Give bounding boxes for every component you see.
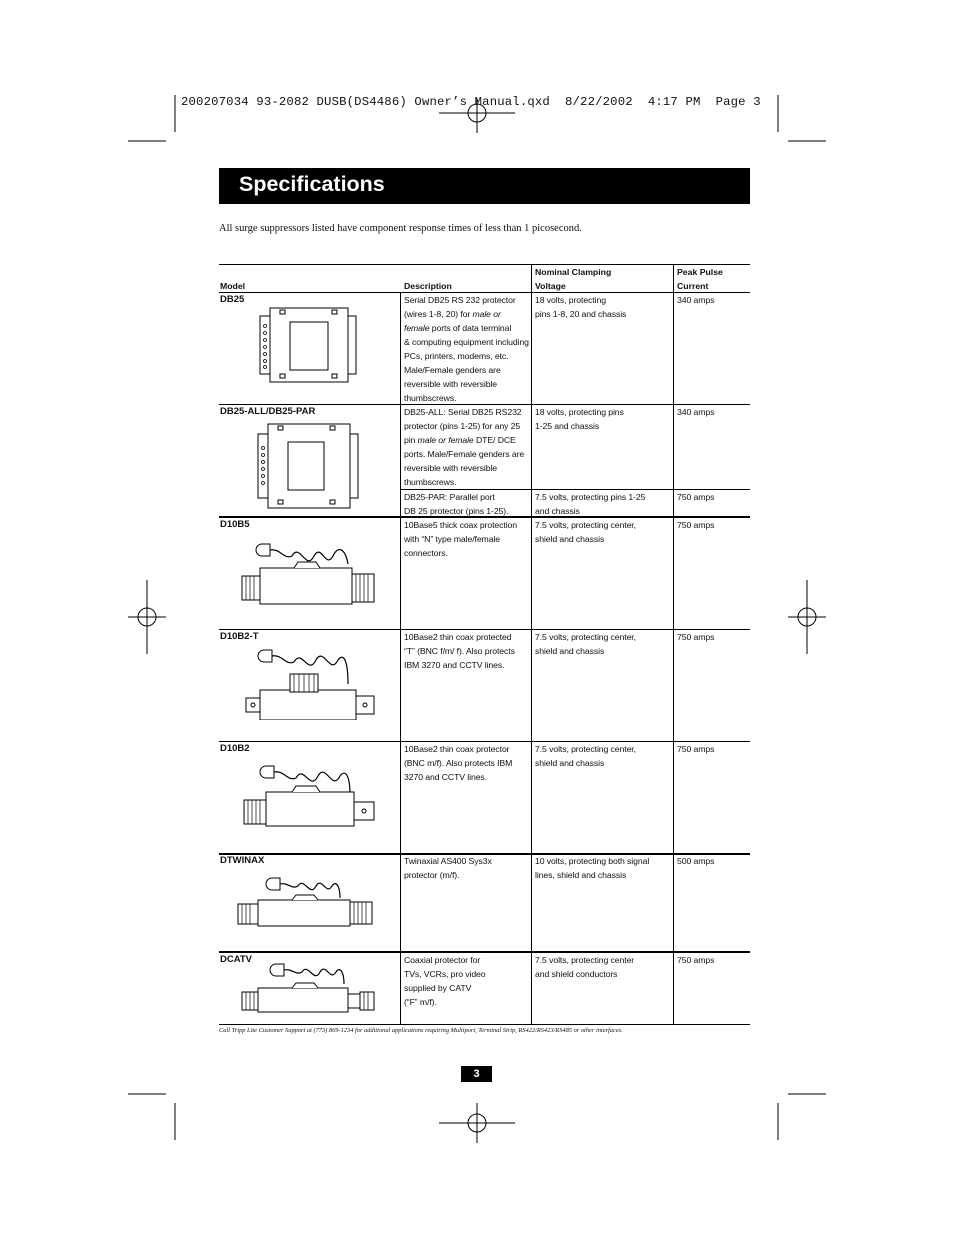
cell-line: female ports of data terminal <box>404 323 512 333</box>
cell-line: and chassis <box>535 506 580 516</box>
voltage-cell <box>535 953 634 981</box>
cell-line: (“F” m/f). <box>404 997 437 1007</box>
cell-line: DB25-PAR: Parallel port <box>404 492 495 502</box>
header-voltage-2: Voltage <box>535 281 566 291</box>
model-name: D10B2-T <box>220 631 259 642</box>
model-name: D10B2 <box>220 743 250 754</box>
cell-line: 7.5 volts, protecting center <box>535 955 635 965</box>
cell-line: pin male or female DTE/ DCE <box>404 435 516 445</box>
cell-line: PCs, printers, modems, etc. <box>404 351 509 361</box>
column-divider <box>531 264 532 1024</box>
cell-line: 7.5 volts, protecting center, <box>535 632 636 642</box>
current-cell: 340 amps <box>677 295 715 305</box>
dcatv-protector-icon <box>240 962 376 1014</box>
column-divider <box>400 292 401 1024</box>
description-cell <box>404 953 486 1009</box>
cell-line: & computing equipment including <box>404 337 529 347</box>
cell-line: 10Base5 thick coax protection <box>404 520 518 530</box>
description-cell <box>404 518 517 560</box>
sub-voltage-cell <box>535 490 645 518</box>
cell-line: 10Base2 thin coax protector <box>404 744 510 754</box>
cell-line: TVs, VCRs, pro video <box>404 969 486 979</box>
cell-line: and shield conductors <box>535 969 618 979</box>
cell-line: DB25-ALL: Serial DB25 RS232 <box>404 407 522 417</box>
cell-line: Serial DB25 RS 232 protector <box>404 295 516 305</box>
header-current-1: Peak Pulse <box>677 267 723 277</box>
header-description: Description <box>404 281 452 291</box>
voltage-cell <box>535 293 626 321</box>
current-cell: 750 amps <box>677 955 715 965</box>
cell-line: thumbscrews. <box>404 477 457 487</box>
table-bottom-rule <box>219 1024 750 1025</box>
current-cell: 500 amps <box>677 856 715 866</box>
sub-description-cell <box>404 490 508 518</box>
cell-line: protector (m/f). <box>404 870 460 880</box>
cell-line: ports. Male/Female genders are <box>404 449 525 459</box>
cell-line: connectors. <box>404 548 448 558</box>
db25-all-adapter-icon <box>252 420 362 512</box>
description-cell <box>404 405 524 489</box>
cell-line: Twinaxial AS400 Sys3x <box>404 856 492 866</box>
cell-line: 7.5 volts, protecting pins 1-25 <box>535 492 646 502</box>
d10b5-coax-protector-icon <box>240 538 376 608</box>
file-slug: 200207034 93-2082 DUSB(DS4486) Owner’s Manual.qxd 8/22/2002 4:17 PM Page 3 <box>181 95 761 109</box>
intro-text: All surge suppressors listed have component response times of less than 1 picosecond. <box>219 223 582 234</box>
cell-line: with “N” type male/female <box>404 534 500 544</box>
voltage-cell <box>535 630 636 658</box>
current-cell: 340 amps <box>677 407 715 417</box>
current-cell: 750 amps <box>677 632 715 642</box>
cell-line: supplied by CATV <box>404 983 472 993</box>
cell-line: shield and chassis <box>535 534 605 544</box>
d10b2-t-protector-icon <box>244 648 376 720</box>
page-number: 3 <box>461 1066 492 1082</box>
description-cell <box>404 630 515 672</box>
cell-line: 3270 and CCTV lines. <box>404 772 487 782</box>
voltage-cell <box>535 405 624 433</box>
current-cell: 750 amps <box>677 744 715 754</box>
header-voltage-1: Nominal Clamping <box>535 267 612 277</box>
sub-current-cell: 750 amps <box>677 492 715 502</box>
cell-line: (BNC m/f). Also protects IBM <box>404 758 513 768</box>
voltage-cell <box>535 854 649 882</box>
cell-line: 7.5 volts, protecting center, <box>535 520 636 530</box>
description-cell <box>404 854 492 882</box>
model-name: DB25 <box>220 294 245 305</box>
footnote: Call Tripp Lite Customer Support at (773) 869-1234 for additional applications requiring Multiport, Terminal Strip, RS422/RS423/RS485 or other interfaces. <box>219 1027 623 1034</box>
cell-line: IBM 3270 and CCTV lines. <box>404 660 505 670</box>
model-name: DTWINAX <box>220 855 265 866</box>
model-name: D10B5 <box>220 519 250 530</box>
cell-line: 10Base2 thin coax protected <box>404 632 512 642</box>
dtwinax-protector-icon <box>236 874 376 928</box>
d10b2-protector-icon <box>242 762 378 828</box>
voltage-cell <box>535 742 636 770</box>
cell-line: DB 25 protector (pins 1-25). <box>404 506 509 516</box>
cell-line: protector (pins 1-25) for any 25 <box>404 421 521 431</box>
description-cell <box>404 742 512 784</box>
cell-line: 7.5 volts, protecting center, <box>535 744 636 754</box>
cell-line: reversible with reversible <box>404 379 497 389</box>
cell-line: 10 volts, protecting both signal <box>535 856 650 866</box>
table-top-rule <box>219 264 750 265</box>
db25-adapter-icon <box>252 304 362 386</box>
cell-line: “T” (BNC f/m/ f). Also protects <box>404 646 515 656</box>
description-cell <box>404 293 529 405</box>
column-divider <box>673 264 674 1024</box>
header-current-2: Current <box>677 281 709 291</box>
cell-line: shield and chassis <box>535 646 605 656</box>
cell-line: Coaxial protector for <box>404 955 481 965</box>
current-cell: 750 amps <box>677 520 715 530</box>
title-bar <box>219 168 750 204</box>
cell-line: Male/Female genders are <box>404 365 501 375</box>
model-name: DCATV <box>220 954 253 965</box>
cell-line: 18 volts, protecting <box>535 295 606 305</box>
cell-line: lines, shield and chassis <box>535 870 627 880</box>
model-name: DB25-ALL/DB25-PAR <box>220 406 316 417</box>
cell-line: 1-25 and chassis <box>535 421 600 431</box>
cell-line: (wires 1-8, 20) for male or <box>404 309 501 319</box>
cell-line: reversible with reversible <box>404 463 497 473</box>
page-title: Specifications <box>239 172 385 196</box>
cell-line: 18 volts, protecting pins <box>535 407 624 417</box>
header-model: Model <box>220 281 246 291</box>
cell-line: shield and chassis <box>535 758 605 768</box>
cell-line: thumbscrews. <box>404 393 457 403</box>
cell-line: pins 1-8, 20 and chassis <box>535 309 627 319</box>
voltage-cell <box>535 518 636 546</box>
